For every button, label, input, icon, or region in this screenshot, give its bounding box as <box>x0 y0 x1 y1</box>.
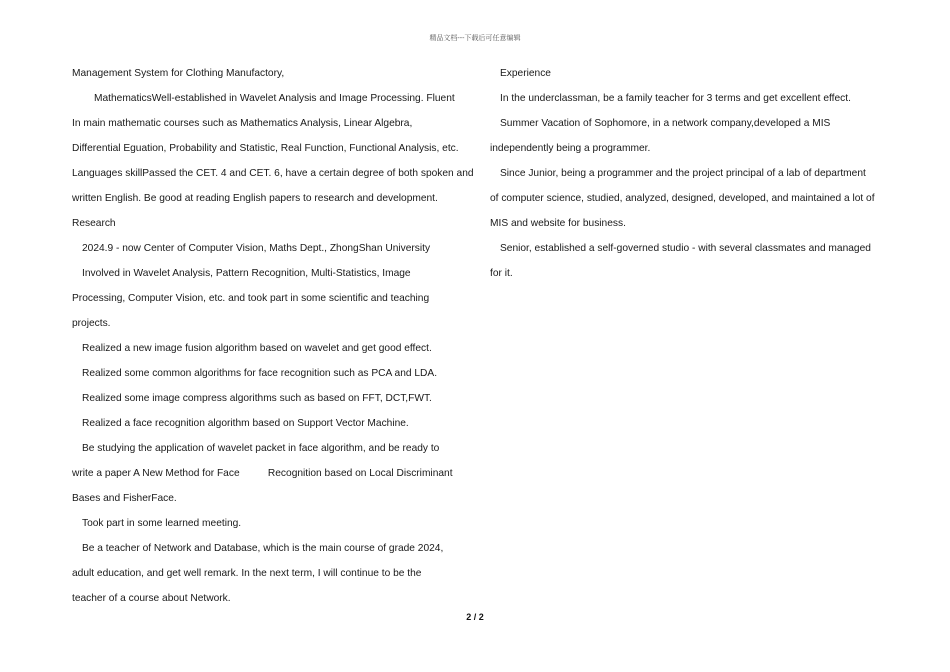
right-column <box>490 61 890 286</box>
text-line: Realized a face recognition algorithm based on Support Vector Machine. <box>82 418 409 429</box>
text-line: Management System for Clothing Manufactory, <box>72 68 285 79</box>
text-line: In the underclassman, be a family teacher for 3 terms and get excellent effect. <box>500 93 851 104</box>
text-line: Realized some image compress algorithms such as based on FFT, DCT,FWT. <box>82 393 432 404</box>
text-line: projects. <box>72 318 111 329</box>
text-line: Took part in some learned meeting. <box>82 518 242 529</box>
text-line: Be studying the application of wavelet packet in face algorithm, and be ready to <box>82 443 440 454</box>
text-line: Research <box>72 218 116 229</box>
page-number: 2 / 2 <box>466 612 484 622</box>
text-line: Be a teacher of Network and Database, which is the main course of grade 2024, <box>82 543 444 554</box>
text-line: In main mathematic courses such as Mathematics Analysis, Linear Algebra, <box>72 118 413 129</box>
left-column <box>72 61 472 611</box>
text-line: Involved in Wavelet Analysis, Pattern Recognition, Multi-Statistics, Image <box>82 268 411 279</box>
text-line: Realized a new image fusion algorithm based on wavelet and get good effect. <box>82 343 432 354</box>
text-line: Realized some common algorithms for face recognition such as PCA and LDA. <box>82 368 438 379</box>
text-line: for it. <box>490 268 513 279</box>
text-line: MathematicsWell-established in Wavelet Analysis and Image Processing. Fluent <box>94 93 455 104</box>
text-line: Summer Vacation of Sophomore, in a network company,developed a MIS <box>500 118 831 129</box>
page-header: 精品文档---下载后可任意编辑 <box>429 34 521 42</box>
text-line: teacher of a course about Network. <box>72 593 231 604</box>
text-line: of computer science, studied, analyzed, designed, developed, and maintained a lot of <box>490 193 875 204</box>
text-line: adult education, and get well remark. In the next term, I will continue to be the <box>72 568 422 579</box>
text-line: Since Junior, being a programmer and the project principal of a lab of department <box>500 168 866 179</box>
text-line: Differential Eguation, Probability and Statistic, Real Function, Functional Analysis, etc. <box>72 143 459 154</box>
text-line: written English. Be good at reading English papers to research and development. <box>72 193 438 204</box>
text-line: independently being a programmer. <box>490 143 651 154</box>
text-line: Bases and FisherFace. <box>72 493 177 504</box>
text-line: write a paper A New Method for Face Recognition based on Local Discriminant <box>72 468 453 479</box>
text-line: Experience <box>500 68 551 79</box>
text-line: Senior, established a self-governed studio - with several classmates and managed <box>500 243 871 254</box>
text-line: MIS and website for business. <box>490 218 626 229</box>
text-line: Languages skillPassed the CET. 4 and CET. 6, have a certain degree of both spoken and <box>72 168 474 179</box>
text-line: 2024.9 - now Center of Computer Vision, Maths Dept., ZhongShan University <box>82 243 431 254</box>
text-line: Processing, Computer Vision, etc. and took part in some scientific and teaching <box>72 293 430 304</box>
